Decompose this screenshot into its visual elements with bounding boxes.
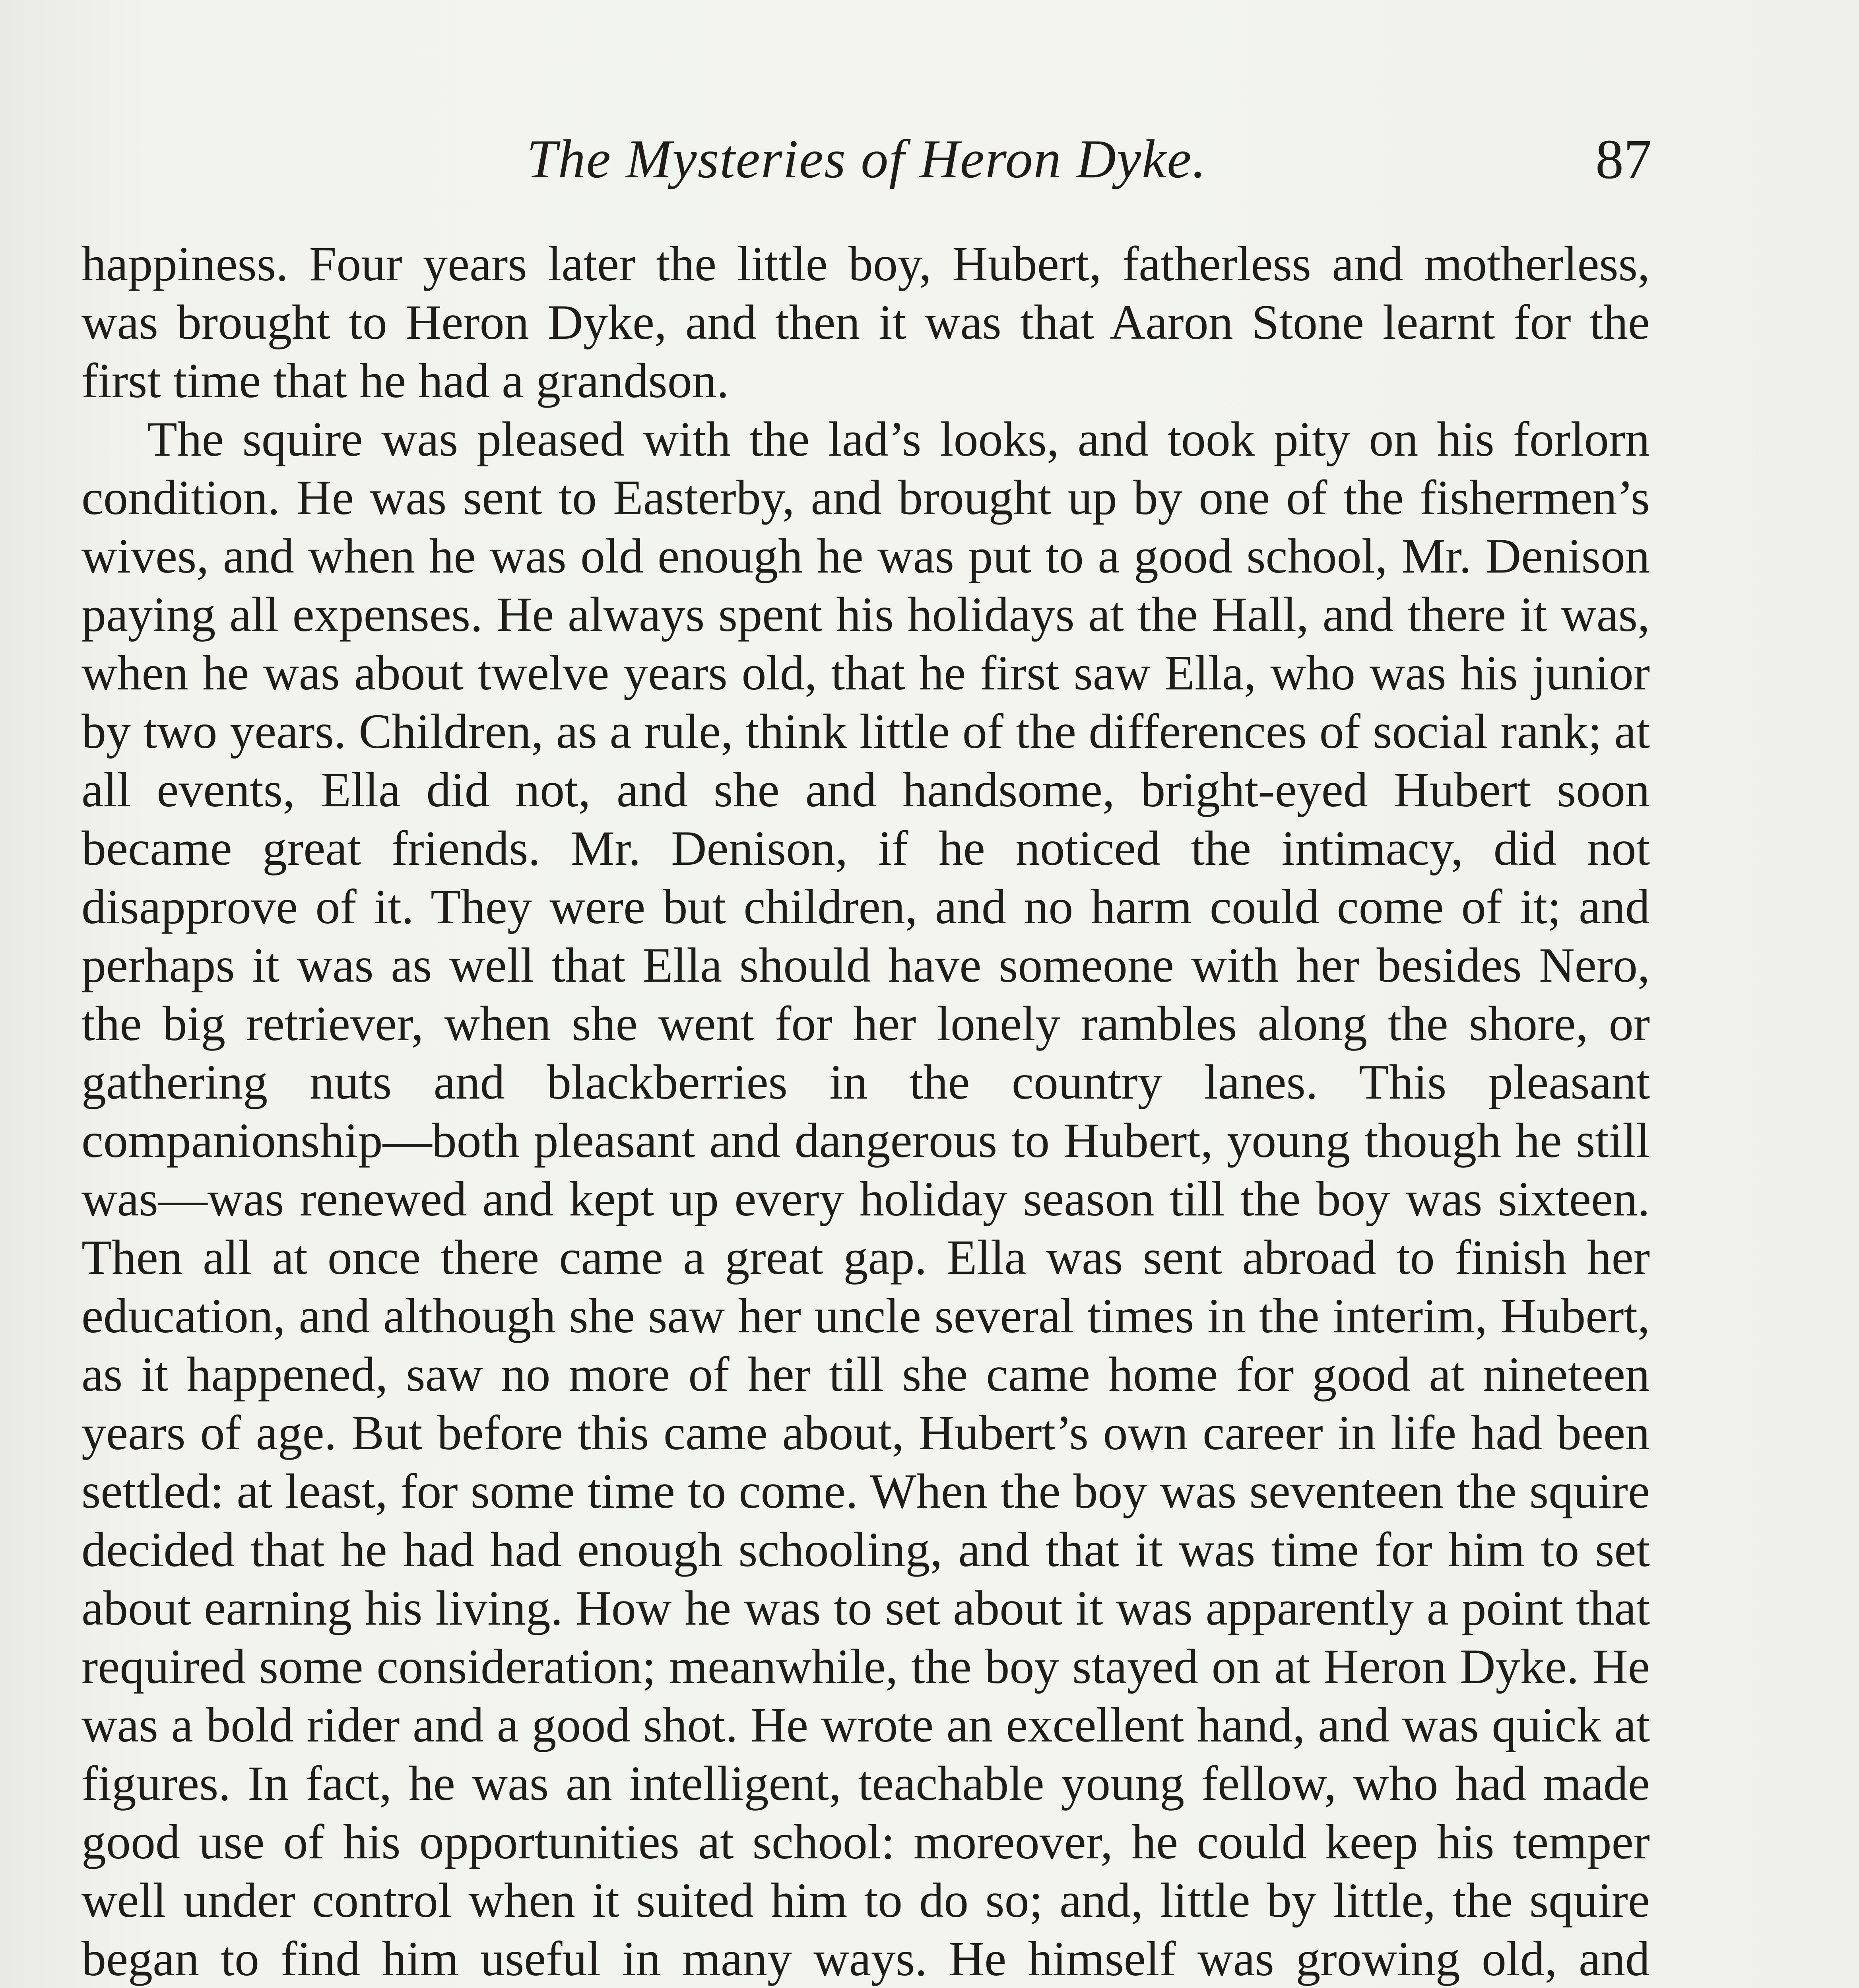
paragraph-2: The squire was pleased with the lad’s looks, and took pity on his forlorn condition. He was sent to Easterby, and brought up by one of the fishermen’s wives, and when he was old enough he was put to a good school, Mr. Denison paying all expenses. He always spent his holidays at the Hall, and there it was, when he was about twelve years old, that he first saw Ella, who was his junior by two years. Children, as a rule, think little of the differences of social rank; at all events, Ella did not, and she and handsome, bright-eyed Hubert soon became great friends. Mr. Denison, if he noticed the intimacy, did not disapprove of it. They were but children, and no harm could come of it; and perhaps it was as well that Ella should have someone with her besides Nero, the big retriever, when she went for her lonely rambles along the shore, or gathering nuts and blackberries in the country lanes. This pleasant companionship—both pleasant and dangerous to Hubert, young though he still was—was renewed and kept up every holiday season till the boy was sixteen. Then all at once there came a great gap. Ella was sent abroad to finish her education, and although she saw her uncle several times in the interim, Hubert, as it happened, saw no more of her till she came home for good at nineteen years of age. But before this came about, Hubert’s own career in life had been settled: at least, for some time to come. When the boy was seventeen the squire decided that he had had enough schooling, and that it was time for him to set about earning his living. How he was to set about it was apparently a point that required some consideration; meanwhile, the boy stayed on at Heron Dyke. He was a bold rider and a good shot. He wrote an excellent hand, and was quick at figures. In fact, he was an intelligent, teachable young fellow, who had made good use of his opportunities at school: moreover, he could keep his temper well under control when it suited him to do so; and, little by little, the squire began to find him useful in many ways. He himself was growing old, and <box>82 412 1650 1986</box>
body-text <box>82 235 1650 1988</box>
page-number: 87 <box>1595 128 1652 190</box>
paragraph-1: happiness. Four years later the little boy, Hubert, fatherless and motherless, was brought to Heron Dyke, and then it was that Aaron Stone learnt for the first time that he had a grandson. <box>82 237 1650 408</box>
page-header <box>82 119 1652 199</box>
running-title: The Mysteries of Heron Dyke. <box>526 128 1207 189</box>
